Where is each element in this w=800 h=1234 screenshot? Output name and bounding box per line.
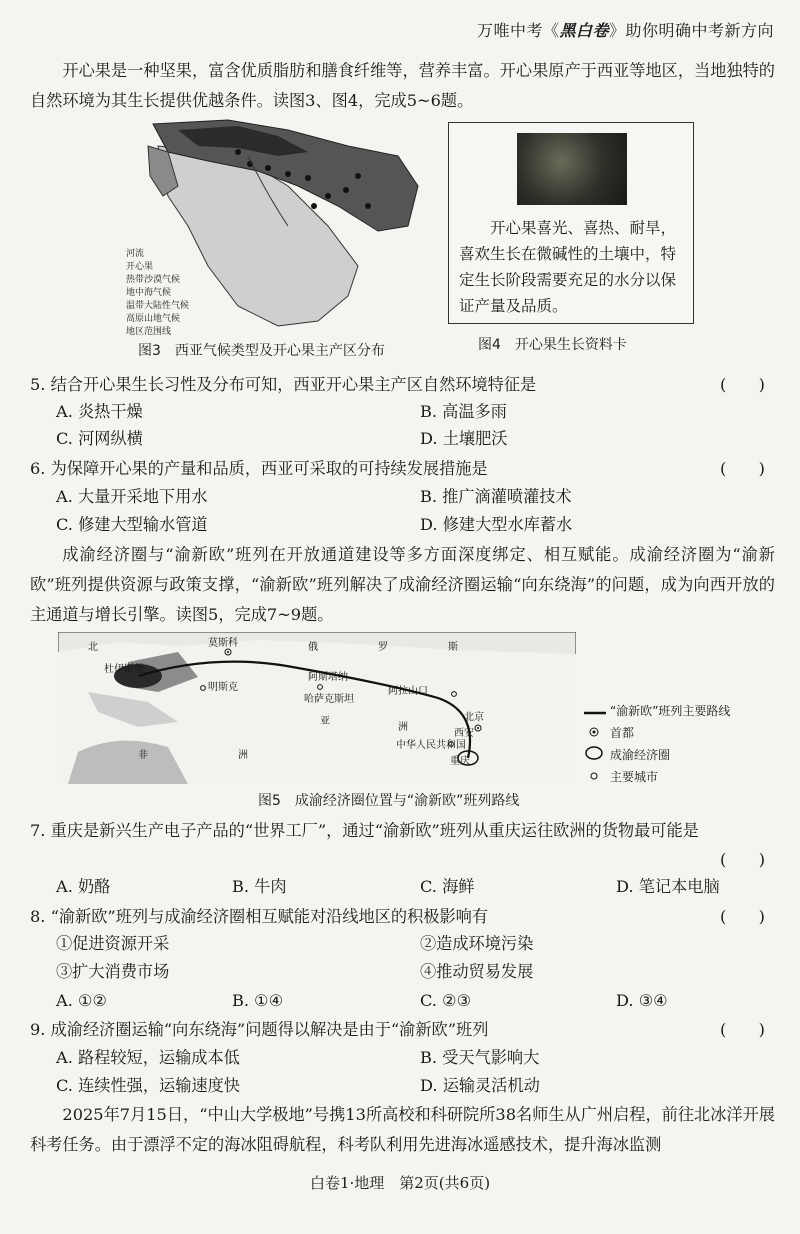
option-9d[interactable]: D. 运输灵活机动 <box>420 1076 540 1095</box>
option-7d[interactable]: D. 笔记本电脑 <box>616 877 720 896</box>
answer-paren-8[interactable]: ( ) <box>719 907 765 926</box>
map-label-africa-1: 非 <box>138 750 148 761</box>
map-label-moscow: 莫斯科 <box>208 638 238 649</box>
map-label-xian: 西安 <box>454 728 474 739</box>
figure-4-caption: 图4 开心果生长资料卡 <box>478 337 627 353</box>
map-label-russia-2: 罗 <box>378 642 388 653</box>
legend-highland: 高原山地气候 <box>126 314 181 324</box>
legend-desert: 热带沙漠气候 <box>126 275 181 285</box>
option-7a[interactable]: A. 奶酪 <box>56 877 111 896</box>
option-8a[interactable]: A. ①② <box>56 991 108 1010</box>
answer-paren-5[interactable]: ( ) <box>719 375 765 394</box>
legend-mediterranean: 地中海气候 <box>126 288 172 298</box>
option-5d[interactable]: D. 土壤肥沃 <box>420 429 508 448</box>
map-label-minsk: 明斯克 <box>208 682 238 693</box>
item-8-2: ②造成环境污染 <box>420 934 534 953</box>
map-label-duisburg: 杜伊斯堡 <box>104 664 144 675</box>
legend-major-city: 主要城市 <box>610 770 659 784</box>
header-suffix: 》助你明确中考新方向 <box>608 21 774 40</box>
question-5 <box>30 372 775 398</box>
option-7c[interactable]: C. 海鲜 <box>420 877 475 896</box>
option-9b[interactable]: B. 受天气影响大 <box>420 1048 540 1067</box>
pistachio-photo <box>517 133 627 205</box>
option-8c[interactable]: C. ②③ <box>420 991 472 1010</box>
option-9a[interactable]: A. 路程较短，运输成本低 <box>56 1048 240 1067</box>
legend-economic-circle: 成渝经济圈 <box>610 748 671 762</box>
figure-4-card <box>448 122 694 324</box>
map-label-russia-3: 斯 <box>448 642 458 653</box>
option-8d[interactable]: D. ③④ <box>616 991 668 1010</box>
map-label-asia-2: 洲 <box>398 722 408 733</box>
answer-paren-7[interactable]: ( ) <box>720 850 766 869</box>
intro-paragraph-1: 开心果是一种坚果，富含优质脂肪和膳食纤维等，营养丰富。开心果原产于西亚等地区，当地独特的自然环境为其生长提供优越条件。读图3、图4，完成5~6题。 <box>30 61 775 110</box>
answer-paren-6[interactable]: ( ) <box>719 459 765 478</box>
answer-paren-9[interactable]: ( ) <box>719 1020 765 1039</box>
map-label-north: 北 <box>88 642 98 653</box>
question-8-stem: 8. “渝新欧”班列与成渝经济圈相互赋能对沿线地区的积极影响有 <box>30 907 489 926</box>
question-8 <box>30 904 775 930</box>
legend-river: 河流 <box>126 249 145 259</box>
question-5-stem: 5. 结合开心果生长习性及分布可知，西亚开心果主产区自然环境特征是 <box>30 375 537 394</box>
legend-boundary: 地区范围线 <box>126 327 172 337</box>
legend-continental: 温带大陆性气候 <box>126 301 190 311</box>
map-label-astana: 阿斯塔纳 <box>308 672 348 683</box>
header-brand: 黑白卷 <box>559 21 609 40</box>
option-7b[interactable]: B. 牛肉 <box>232 877 287 896</box>
option-5c[interactable]: C. 河网纵横 <box>56 429 143 448</box>
map-label-asia-1: 亚 <box>320 716 330 727</box>
legend-pistachio: 开心果 <box>126 262 154 272</box>
card-text: 开心果喜光、喜热、耐旱，喜欢生长在微碱性的土壤中，特定生长阶段需要充足的水分以保证产量及品质。 <box>459 219 677 315</box>
option-6a[interactable]: A. 大量开采地下用水 <box>56 487 208 506</box>
map-label-russia-1: 俄 <box>308 642 318 653</box>
legend-capital: 首都 <box>610 726 635 740</box>
map-label-chongqing: 重庆 <box>450 756 470 767</box>
header-prefix: 万唯中考《 <box>476 21 560 40</box>
option-6c[interactable]: C. 修建大型输水管道 <box>56 515 208 534</box>
option-5a[interactable]: A. 炎热干燥 <box>56 402 143 421</box>
map-label-africa-2: 洲 <box>238 750 248 761</box>
page-header <box>477 18 774 41</box>
intro-paragraph-3: 2025年7月15日，“中山大学极地”号携13所高校和科研院所38名师生从广州启程，前往北冰洋开展科考任务。由于漂浮不定的海冰阻碍航程，科考队利用先进海冰遥感技术，提升海冰监测 <box>30 1105 775 1154</box>
question-9-stem: 9. 成渝经济圈运输“向东绕海”问题得以解决是由于“渝新欧”班列 <box>30 1020 489 1039</box>
legend-route: “渝新欧”班列主要路线 <box>610 704 731 718</box>
question-7-stem: 7. 重庆是新兴生产电子产品的“世界工厂”，通过“渝新欧”班列从重庆运往欧洲的货物最可能是 <box>30 821 699 840</box>
question-9 <box>30 1017 775 1043</box>
map-label-china: 中华人民共和国 <box>396 740 466 751</box>
figure-5-caption: 图5 成渝经济圈位置与“渝新欧”班列路线 <box>258 793 520 809</box>
figure-5-map <box>58 632 576 784</box>
figure-3-caption: 图3 西亚气候类型及开心果主产区分布 <box>138 343 385 359</box>
item-8-1: ①促进资源开采 <box>56 934 170 953</box>
question-7 <box>30 818 775 844</box>
map-label-alashankou: 阿拉山口 <box>388 686 428 697</box>
option-6b[interactable]: B. 推广滴灌喷灌技术 <box>420 487 572 506</box>
item-8-4: ④推动贸易发展 <box>420 962 534 981</box>
option-8b[interactable]: B. ①④ <box>232 991 284 1010</box>
option-6d[interactable]: D. 修建大型水库蓄水 <box>420 515 573 534</box>
intro-paragraph-2: 成渝经济圈与“渝新欧”班列在开放通道建设等多方面深度绑定、相互赋能。成渝经济圈为“渝新欧”班列提供资源与政策支撑，“渝新欧”班列解决了成渝经济圈运输“向东绕海”的问题，成为向西开放的主通道与增长引擎。读图5，完成7~9题。 <box>30 545 775 624</box>
question-6-stem: 6. 为保障开心果的产量和品质，西亚可采取的可持续发展措施是 <box>30 459 488 478</box>
page-footer: 白卷1·地理 第2页(共6页) <box>309 1174 491 1192</box>
map-label-beijing: 北京 <box>464 712 484 723</box>
question-6 <box>30 456 775 482</box>
item-8-3: ③扩大消费市场 <box>56 962 170 981</box>
option-5b[interactable]: B. 高温多雨 <box>420 402 507 421</box>
map-label-kazakhstan: 哈萨克斯坦 <box>304 694 354 705</box>
option-9c[interactable]: C. 连续性强，运输速度快 <box>56 1076 240 1095</box>
